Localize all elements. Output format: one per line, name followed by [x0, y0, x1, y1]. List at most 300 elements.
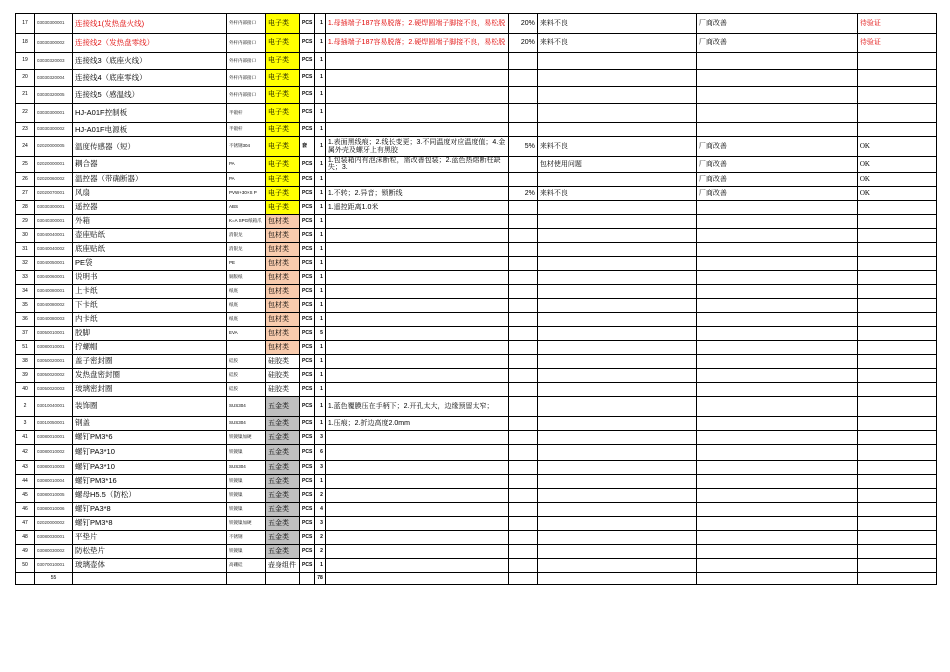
cell-improvement-action	[696, 354, 857, 368]
cell-improvement-action	[696, 87, 857, 104]
cell-item-name: HJ-A01F电源板	[73, 123, 227, 137]
cell-unit: PCS	[300, 14, 315, 34]
cell-improvement-action	[696, 460, 857, 474]
cell-seq: 39	[16, 368, 35, 382]
cell-category-badge: 五金类	[266, 460, 300, 474]
cell-issue-description: 1.遥控距离1.0米	[325, 200, 508, 214]
cell-item-name: 盖子密封圈	[73, 354, 227, 368]
cell-issue-description	[325, 444, 508, 460]
cell-unit: PCS	[300, 382, 315, 396]
cell-status	[857, 530, 936, 544]
cell-quantity: 1	[315, 228, 326, 242]
cell-code: 02020000005	[35, 137, 73, 157]
cell-seq: 2	[16, 396, 35, 416]
cell-unit: PCS	[300, 488, 315, 502]
cell-code: 02020000001	[35, 157, 73, 173]
cell-unit: PCS	[300, 516, 315, 530]
cell-improvement-action: 厂商改善	[696, 34, 857, 53]
cell-quantity: 2	[315, 544, 326, 558]
cell-status: OK	[857, 137, 936, 157]
cell-code: 03040060001	[35, 270, 73, 284]
cell-defect-reason	[537, 558, 696, 572]
cell-spec: 外杆内部接口	[227, 53, 266, 70]
cell-issue-description	[325, 340, 508, 354]
cell-unit: PCS	[300, 312, 315, 326]
cell-quantity: 4	[315, 502, 326, 516]
cell-code: 03040080001	[35, 284, 73, 298]
table-row	[16, 34, 937, 53]
cell-category-badge: 电子类	[266, 70, 300, 87]
cell-issue-description: 1.压痕；2.折边高度2.0mm	[325, 416, 508, 430]
cell-quantity: 1	[315, 416, 326, 430]
cell-defect-reason	[537, 396, 696, 416]
cell-improvement-action	[696, 228, 857, 242]
cell-quantity: 1	[315, 123, 326, 137]
cell-quantity: 1	[315, 368, 326, 382]
table-row	[16, 70, 937, 87]
cell-item-name: 螺钉PA3*8	[73, 502, 227, 516]
cell-defect-reason	[537, 444, 696, 460]
cell-unit: PCS	[300, 460, 315, 474]
cell-defect-rate	[508, 104, 537, 123]
cell-quantity: 2	[315, 488, 326, 502]
cell-quantity: 1	[315, 242, 326, 256]
table-row	[16, 312, 937, 326]
cell-unit: PCS	[300, 430, 315, 444]
cell-improvement-action: 厂商改善	[696, 137, 857, 157]
cell-defect-reason	[537, 368, 696, 382]
cell-item-name: 防松垫片	[73, 544, 227, 558]
cell-defect-reason: 来料不良	[537, 14, 696, 34]
cell-category-badge: 电子类	[266, 104, 300, 123]
cell-defect-reason	[537, 53, 696, 70]
cell-spec: 外杆内部接口	[227, 14, 266, 34]
cell-spec: 铁镀镍	[227, 444, 266, 460]
cell-issue-description	[325, 460, 508, 474]
cell-status	[857, 354, 936, 368]
cell-status	[857, 200, 936, 214]
cell-spec: ABS	[227, 200, 266, 214]
cell-status	[857, 382, 936, 396]
cell-seq: 37	[16, 326, 35, 340]
cell-category-badge: 五金类	[266, 430, 300, 444]
cell-quantity: 1	[315, 270, 326, 284]
cell-issue-description	[325, 516, 508, 530]
cell-spec: 外杆内部接口	[227, 70, 266, 87]
cell-item-name: 上卡纸	[73, 284, 227, 298]
cell-quantity: 1	[315, 137, 326, 157]
cell-status	[857, 340, 936, 354]
cell-category-badge: 电子类	[266, 137, 300, 157]
table-row	[16, 354, 937, 368]
cell-code: 03080010001	[35, 340, 73, 354]
cell-code: 03030300001	[35, 200, 73, 214]
cell-status	[857, 326, 936, 340]
cell-defect-rate	[508, 368, 537, 382]
cell-defect-rate: 20%	[508, 34, 537, 53]
cell-improvement-action	[696, 558, 857, 572]
cell-spec: 铁镀镍加硬	[227, 430, 266, 444]
cell-item-name: 拧螺帽	[73, 340, 227, 354]
cell-status	[857, 430, 936, 444]
cell-defect-rate	[508, 53, 537, 70]
cell-quantity: 1	[315, 53, 326, 70]
cell-improvement-action	[696, 488, 857, 502]
cell-seq: 17	[16, 14, 35, 34]
table-row	[16, 270, 937, 284]
cell-spec: EVA	[227, 326, 266, 340]
cell-code: 03030320005	[35, 87, 73, 104]
cell-defect-rate: 2%	[508, 186, 537, 200]
cell-item-name: 连接线4（底座零线）	[73, 70, 227, 87]
cell-quantity: 1	[315, 298, 326, 312]
cell-spec: 硅胶	[227, 368, 266, 382]
cell-defect-reason	[537, 200, 696, 214]
cell-code: 03030300002	[35, 123, 73, 137]
cell-improvement-action	[696, 123, 857, 137]
cell-category-badge: 五金类	[266, 416, 300, 430]
cell-status	[857, 270, 936, 284]
cell-quantity: 1	[315, 70, 326, 87]
cell-defect-reason	[537, 298, 696, 312]
cell-spec: K=A SPG纸箱爪	[227, 214, 266, 228]
cell-defect-rate	[508, 200, 537, 214]
cell-item-name: 下卡纸	[73, 298, 227, 312]
cell-item-name: 螺钉PM3*16	[73, 474, 227, 488]
cell-category-badge: 电子类	[266, 200, 300, 214]
cell-defect-reason	[537, 354, 696, 368]
cell-category-badge: 包材类	[266, 298, 300, 312]
cell-status: OK	[857, 186, 936, 200]
cell-seq: 21	[16, 87, 35, 104]
footer-total-qty: 78	[315, 572, 326, 584]
table-row	[16, 558, 937, 572]
cell-unit: PCS	[300, 354, 315, 368]
cell-issue-description: 1.母插端子187容易脱落；2.硬焊圆端子脚接不良，易松脱	[325, 34, 508, 53]
table-row	[16, 474, 937, 488]
cell-item-name: 温控器（带确断器）	[73, 172, 227, 186]
cell-status	[857, 396, 936, 416]
cell-defect-reason: 包材使用问题	[537, 157, 696, 173]
cell-category-badge: 电子类	[266, 157, 300, 173]
cell-item-name: 连接线2（发热盘零线）	[73, 34, 227, 53]
cell-quantity: 1	[315, 312, 326, 326]
cell-seq: 51	[16, 340, 35, 354]
cell-code: 03030300002	[35, 34, 73, 53]
cell-unit: PCS	[300, 186, 315, 200]
cell-item-name: 发热盘密封圈	[73, 368, 227, 382]
cell-defect-reason	[537, 416, 696, 430]
cell-defect-reason	[537, 340, 696, 354]
cell-issue-description	[325, 214, 508, 228]
table-row	[16, 516, 937, 530]
cell-spec: 消银龙	[227, 228, 266, 242]
cell-code: 02020070001	[35, 186, 73, 200]
cell-improvement-action	[696, 544, 857, 558]
cell-issue-description	[325, 53, 508, 70]
cell-item-name: 温度传感器（短）	[73, 137, 227, 157]
cell-seq: 33	[16, 270, 35, 284]
cell-item-name: 耦合器	[73, 157, 227, 173]
cell-item-name: 玻璃密封圈	[73, 382, 227, 396]
cell-defect-rate	[508, 326, 537, 340]
cell-defect-rate	[508, 444, 537, 460]
cell-issue-description	[325, 228, 508, 242]
cell-code: 03050020001	[35, 354, 73, 368]
cell-spec: PA	[227, 157, 266, 173]
table-row	[16, 186, 937, 200]
cell-spec: SUS304	[227, 416, 266, 430]
cell-spec: 纸底	[227, 298, 266, 312]
cell-category-badge: 包材类	[266, 326, 300, 340]
cell-defect-rate	[508, 544, 537, 558]
cell-item-name: 装饰圈	[73, 396, 227, 416]
cell-unit: PCS	[300, 214, 315, 228]
cell-unit: PCS	[300, 200, 315, 214]
cell-status: 待验证	[857, 14, 936, 34]
cell-seq: 27	[16, 186, 35, 200]
cell-code: 03010040001	[35, 396, 73, 416]
cell-item-name: 螺母H5.5（防松）	[73, 488, 227, 502]
cell-spec: 不锈钢304	[227, 137, 266, 157]
cell-defect-rate	[508, 430, 537, 444]
table-row	[16, 53, 937, 70]
cell-defect-rate	[508, 242, 537, 256]
cell-issue-description	[325, 70, 508, 87]
cell-unit: PCS	[300, 558, 315, 572]
cell-category-badge: 硅胶类	[266, 354, 300, 368]
cell-defect-rate	[508, 157, 537, 173]
cell-quantity: 3	[315, 430, 326, 444]
cell-issue-description	[325, 474, 508, 488]
cell-issue-description	[325, 326, 508, 340]
cell-improvement-action	[696, 270, 857, 284]
table-row	[16, 460, 937, 474]
cell-quantity: 1	[315, 474, 326, 488]
cell-quantity: 6	[315, 444, 326, 460]
cell-quantity: 1	[315, 558, 326, 572]
table-row	[16, 382, 937, 396]
cell-issue-description	[325, 256, 508, 270]
cell-issue-description	[325, 368, 508, 382]
cell-unit: PCS	[300, 172, 315, 186]
cell-unit: PCS	[300, 298, 315, 312]
cell-category-badge: 五金类	[266, 502, 300, 516]
cell-seq: 18	[16, 34, 35, 53]
cell-improvement-action	[696, 298, 857, 312]
cell-unit: PCS	[300, 502, 315, 516]
cell-defect-rate	[508, 516, 537, 530]
cell-status: OK	[857, 157, 936, 173]
cell-issue-description: 1.表面黑线痕；2.线长变更；3.不同温度对应温度值；4.金属外壳及螺牙上有黑胶	[325, 137, 508, 157]
cell-seq: 45	[16, 488, 35, 502]
cell-improvement-action	[696, 444, 857, 460]
cell-defect-reason	[537, 256, 696, 270]
cell-code: 02020060002	[35, 172, 73, 186]
cell-improvement-action	[696, 256, 857, 270]
cell-defect-reason	[537, 502, 696, 516]
cell-improvement-action	[696, 242, 857, 256]
cell-status	[857, 444, 936, 460]
table-row	[16, 396, 937, 416]
cell-status	[857, 368, 936, 382]
cell-unit: PCS	[300, 87, 315, 104]
cell-code: 03030320003	[35, 53, 73, 70]
table-row	[16, 544, 937, 558]
cell-unit: PCS	[300, 256, 315, 270]
cell-seq: 32	[16, 256, 35, 270]
cell-defect-rate	[508, 502, 537, 516]
cell-defect-rate	[508, 228, 537, 242]
cell-spec: 硅胶	[227, 354, 266, 368]
cell-status	[857, 214, 936, 228]
table-row	[16, 123, 937, 137]
cell-item-name: 壶座贴纸	[73, 228, 227, 242]
cell-seq: 26	[16, 172, 35, 186]
cell-defect-reason	[537, 104, 696, 123]
cell-spec: 高硼硅	[227, 558, 266, 572]
table-row	[16, 340, 937, 354]
table-row	[16, 214, 937, 228]
cell-unit: PCS	[300, 228, 315, 242]
cell-improvement-action	[696, 502, 857, 516]
cell-improvement-action	[696, 516, 857, 530]
cell-issue-description	[325, 382, 508, 396]
cell-status	[857, 488, 936, 502]
cell-defect-reason	[537, 516, 696, 530]
cell-code: 03010050001	[35, 416, 73, 430]
table-row	[16, 14, 937, 34]
cell-seq: 46	[16, 502, 35, 516]
cell-code: 03080030002	[35, 544, 73, 558]
cell-seq: 20	[16, 70, 35, 87]
cell-unit: PCS	[300, 474, 315, 488]
cell-improvement-action	[696, 214, 857, 228]
cell-status	[857, 558, 936, 572]
cell-spec: 铜版纸	[227, 270, 266, 284]
cell-status	[857, 104, 936, 123]
cell-unit: PCS	[300, 104, 315, 123]
cell-code: 03030300001	[35, 14, 73, 34]
cell-spec: 铁镀镍加硬	[227, 516, 266, 530]
cell-seq: 29	[16, 214, 35, 228]
cell-issue-description	[325, 172, 508, 186]
cell-issue-description	[325, 242, 508, 256]
cell-improvement-action	[696, 312, 857, 326]
cell-category-badge: 包材类	[266, 312, 300, 326]
table-row	[16, 416, 937, 430]
cell-category-badge: 电子类	[266, 34, 300, 53]
table-row	[16, 502, 937, 516]
footer-row	[16, 572, 937, 584]
cell-defect-rate	[508, 396, 537, 416]
cell-unit: PCS	[300, 123, 315, 137]
cell-spec: 消银龙	[227, 242, 266, 256]
cell-seq: 19	[16, 53, 35, 70]
cell-defect-reason: 来料不良	[537, 137, 696, 157]
cell-spec: 铁镀镍	[227, 488, 266, 502]
cell-item-name: 内卡纸	[73, 312, 227, 326]
cell-issue-description	[325, 430, 508, 444]
table-row	[16, 298, 937, 312]
cell-code: 03030320004	[35, 70, 73, 87]
cell-defect-reason	[537, 284, 696, 298]
cell-defect-rate: 20%	[508, 14, 537, 34]
cell-seq: 31	[16, 242, 35, 256]
cell-seq: 30	[16, 228, 35, 242]
cell-quantity: 1	[315, 14, 326, 34]
cell-defect-reason	[537, 123, 696, 137]
cell-code: 03080010005	[35, 488, 73, 502]
cell-improvement-action	[696, 70, 857, 87]
cell-defect-reason	[537, 87, 696, 104]
cell-seq: 41	[16, 430, 35, 444]
cell-improvement-action	[696, 474, 857, 488]
cell-status	[857, 312, 936, 326]
cell-item-name: 螺钉PM3*8	[73, 516, 227, 530]
cell-spec: 纸底	[227, 312, 266, 326]
cell-issue-description: 1.不转；2.异音；锁断线	[325, 186, 508, 200]
cell-spec: PVW+30×S P	[227, 186, 266, 200]
cell-improvement-action	[696, 326, 857, 340]
cell-defect-rate	[508, 172, 537, 186]
cell-defect-rate	[508, 474, 537, 488]
cell-spec: 纸底	[227, 284, 266, 298]
cell-status	[857, 53, 936, 70]
cell-quantity: 1	[315, 354, 326, 368]
cell-item-name: 螺钉PA3*10	[73, 460, 227, 474]
cell-issue-description	[325, 104, 508, 123]
table-row	[16, 242, 937, 256]
cell-unit: PCS	[300, 396, 315, 416]
cell-unit: PCS	[300, 444, 315, 460]
cell-defect-rate	[508, 558, 537, 572]
cell-status	[857, 502, 936, 516]
cell-status	[857, 516, 936, 530]
cell-defect-reason	[537, 270, 696, 284]
cell-unit: PCS	[300, 530, 315, 544]
cell-unit: PCS	[300, 34, 315, 53]
cell-defect-rate	[508, 214, 537, 228]
cell-quantity: 1	[315, 200, 326, 214]
cell-category-badge: 壶身组件	[266, 558, 300, 572]
cell-defect-rate	[508, 354, 537, 368]
cell-code: 03050020003	[35, 382, 73, 396]
cell-defect-rate	[508, 416, 537, 430]
cell-item-name: 外箱	[73, 214, 227, 228]
cell-category-badge: 五金类	[266, 488, 300, 502]
cell-status	[857, 298, 936, 312]
cell-improvement-action	[696, 284, 857, 298]
cell-unit: PCS	[300, 544, 315, 558]
cell-code: 03080030001	[35, 530, 73, 544]
cell-category-badge: 包材类	[266, 270, 300, 284]
cell-category-badge: 电子类	[266, 186, 300, 200]
cell-spec: 外杆内部接口	[227, 87, 266, 104]
cell-status	[857, 460, 936, 474]
cell-item-name: PE袋	[73, 256, 227, 270]
cell-unit: 套	[300, 137, 315, 157]
cell-improvement-action	[696, 382, 857, 396]
cell-unit: PCS	[300, 157, 315, 173]
table-row	[16, 137, 937, 157]
cell-code: 03080010002	[35, 444, 73, 460]
cell-defect-reason	[537, 430, 696, 444]
cell-defect-reason	[537, 326, 696, 340]
cell-spec	[227, 340, 266, 354]
cell-improvement-action	[696, 530, 857, 544]
cell-seq: 35	[16, 298, 35, 312]
